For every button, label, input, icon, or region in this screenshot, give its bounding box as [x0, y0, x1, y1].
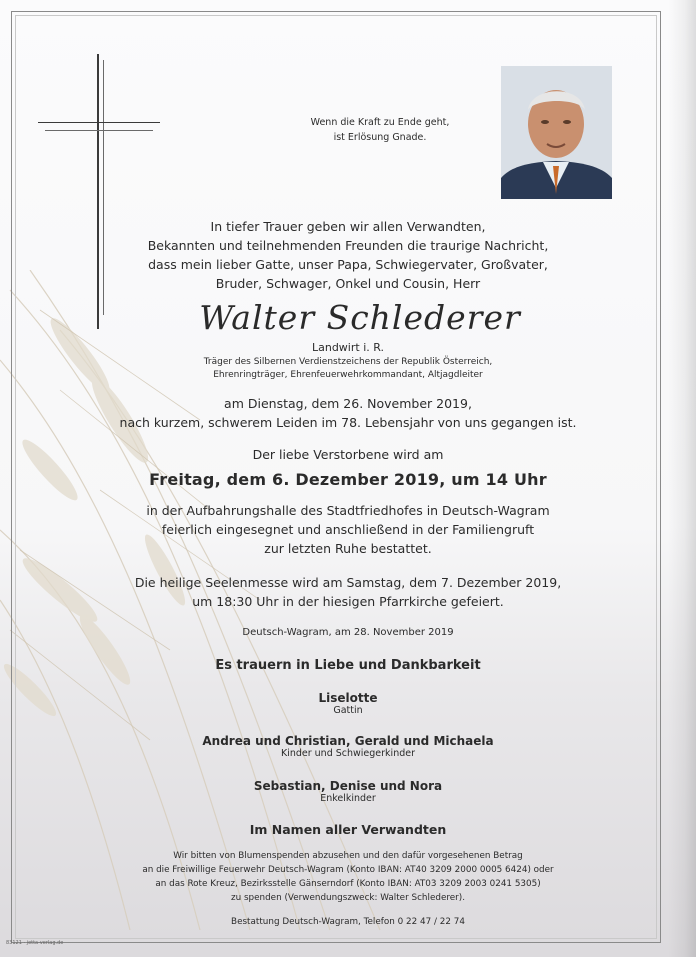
- mourner-1: Liselotte Gattin: [318, 691, 378, 716]
- funeral-intro: Der liebe Verstorbene wird am: [252, 447, 444, 462]
- deceased-title: Landwirt i. R.: [311, 341, 384, 354]
- motto: Wenn die Kraft zu Ende geht, ist Erlösung Gnade.: [310, 117, 450, 143]
- place-date: Deutsch-Wagram, am 28. November 2019: [242, 627, 454, 638]
- mourner-3: Sebastian, Denise und Nora Enkelkinder: [253, 779, 443, 804]
- mass-notice: Die heilige Seelenmesse wird am Samstag, dem 7. Dezember 2019, um 18:30 Uhr in der hiesigen Pfarrkirche gefeiert.: [134, 575, 562, 609]
- donation-request: Wir bitten von Blumenspenden abzusehen und den dafür vorgesehenen Betrag an die Freiwillige Feuerwehr Deutsch-Wagram (Konto IBAN: AT40 3209 2000 0005 6424) oder an das Rote Kreuz, Bezirksstelle Gänserndorf (Konto IBAN: AT03 3209 2003 0241 5305) zu spenden (Verwendungszweck: Walter Schlederer).: [142, 851, 554, 903]
- undertaker-info: Bestattung Deutsch-Wagram, Telefon 0 22 47 / 22 74: [231, 917, 465, 927]
- mourning-heading: Es trauern in Liebe und Dankbarkeit: [215, 658, 481, 673]
- funeral-date: Freitag, dem 6. Dezember 2019, um 14 Uhr: [149, 470, 547, 489]
- deceased-name: Walter Schlederer: [199, 298, 521, 337]
- deceased-honors: Träger des Silbernen Verdienstzeichens der Republik Österreich, Ehrenringträger, Ehrenfeuerwehrkommandant, Altjagdleiter: [203, 357, 493, 380]
- intro-text: In tiefer Trauer geben wir allen Verwandten, Bekannten und teilnehmenden Freunden die traurige Nachricht, dass mein lieber Gatte, unser Papa, Schwiegervater, Großvater, Bruder, Schwager, Onkel und Cousin, Herr: [147, 219, 549, 291]
- mourner-2: Andrea und Christian, Gerald und Michaela Kinder und Schwiegerkinder: [202, 734, 494, 759]
- death-notice: am Dienstag, dem 26. November 2019, nach kurzem, schwerem Leiden im 78. Lebensjahr von uns gegangen ist.: [119, 396, 577, 430]
- cross-bar-shadow: [45, 130, 153, 131]
- cross-bar: [38, 122, 160, 123]
- imprint: 83121 · jetta-verlag.de: [6, 940, 64, 946]
- portrait-photo: [501, 66, 612, 199]
- relatives-line: Im Namen aller Verwandten: [249, 822, 447, 837]
- funeral-text: in der Aufbahrungshalle des Stadtfriedhofes in Deutsch-Wagram feierlich eingesegnet und anschließend in der Familiengruft zur letzten Ruhe bestattet.: [146, 503, 550, 556]
